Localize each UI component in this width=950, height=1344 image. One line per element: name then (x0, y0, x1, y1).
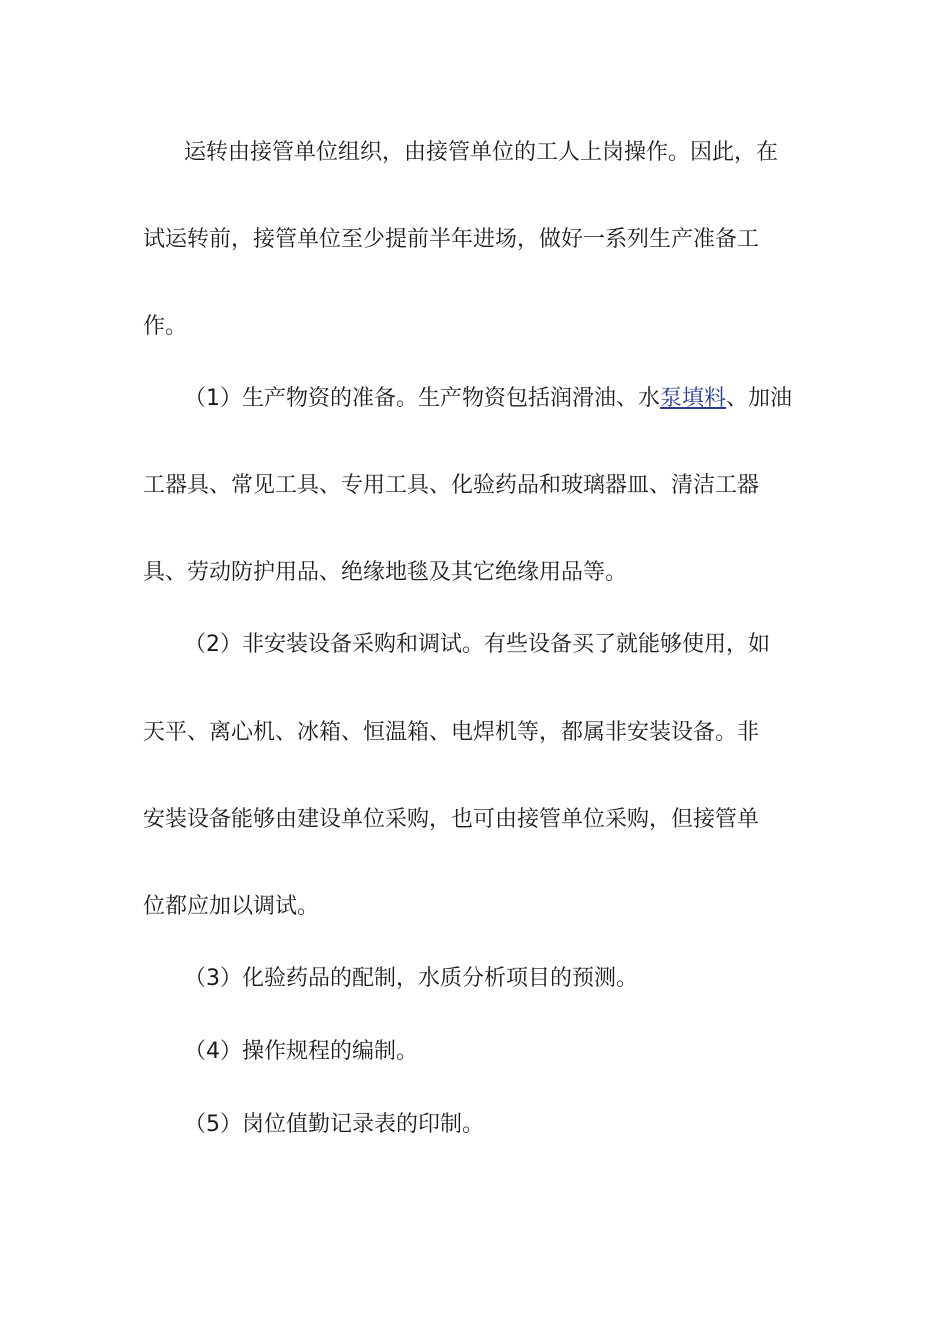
item2-line-2: 天平、离心机、冰箱、恒温箱、电焊机等，都属非安装设备。非 (143, 720, 760, 745)
item1-line-1 (184, 384, 792, 414)
item1-line-3: 具、劳动防护用品、绝缘地毯及其它绝缘用品等。 (143, 560, 628, 585)
item2-line-1: （2）非安装设备采购和调试。有些设备买了就能够使用，如 (184, 632, 770, 657)
pump-packing-link[interactable]: 泵填料 (660, 386, 727, 411)
item1-text-after-link: 、加油 (726, 386, 793, 411)
item2-line-4: 位都应加以调试。 (143, 894, 320, 919)
item4-line: （4）操作规程的编制。 (184, 1039, 418, 1064)
item1-text-before-link: （1）生产物资的准备。生产物资包括润滑油、水 (184, 386, 660, 411)
intro-line-2: 试运转前，接管单位至少提前半年进场，做好一系列生产准备工 (143, 227, 760, 252)
item2-line-3: 安装设备能够由建设单位采购，也可由接管单位采购，但接管单 (143, 807, 760, 832)
intro-line-1: 运转由接管单位组织，由接管单位的工人上岗操作。因此，在 (184, 140, 779, 165)
item5-line: （5）岗位值勤记录表的印制。 (184, 1112, 484, 1137)
intro-line-3: 作。 (143, 314, 188, 339)
item1-line-2: 工器具、常见工具、专用工具、化验药品和玻璃器皿、清洁工器 (143, 473, 760, 498)
item3-line: （3）化验药品的配制，水质分析项目的预测。 (184, 966, 638, 991)
